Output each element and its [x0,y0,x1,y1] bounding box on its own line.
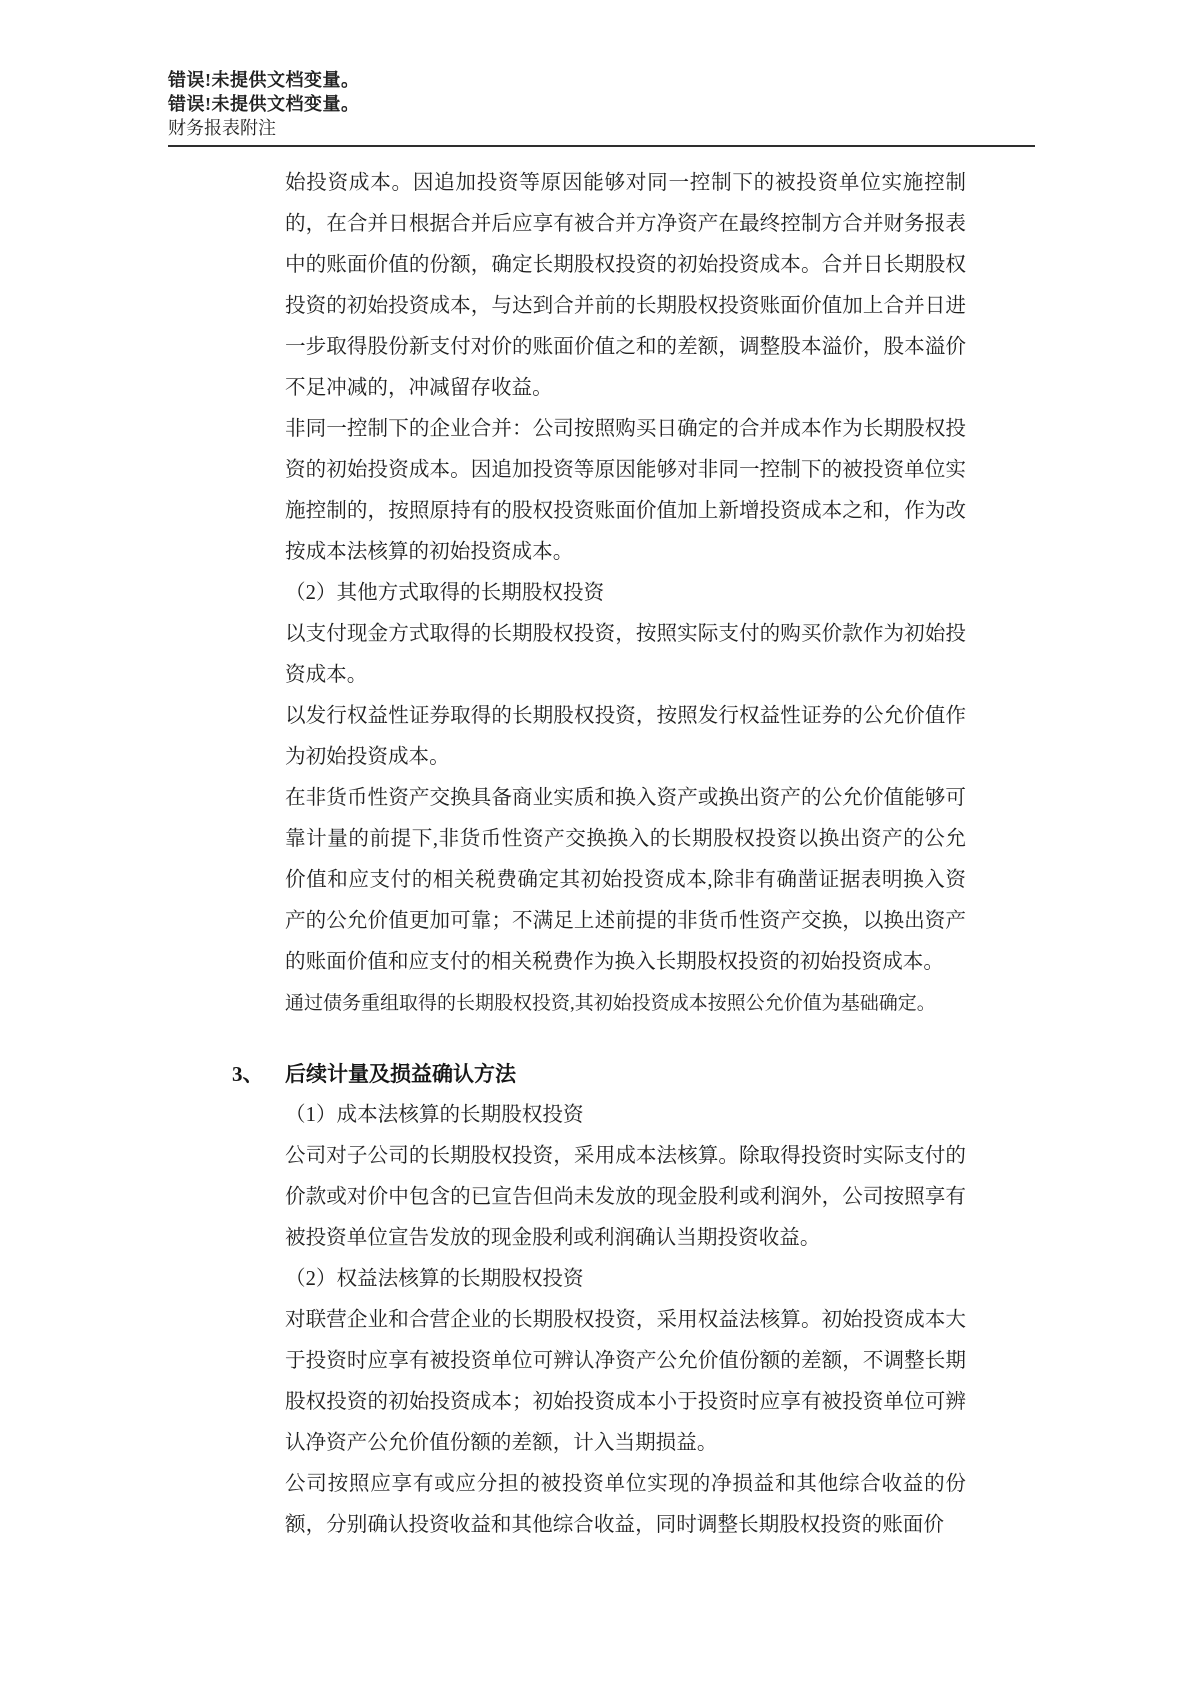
paragraph: 通过债务重组取得的长期股权投资,其初始投资成本按照公允价值为基础确定。 [285,993,936,1014]
paragraph: 在非货币性资产交换具备商业实质和换入资产或换出资产的公允价值能够可靠计量的前提下,非货币性资产交换换入的长期股权投资以换出资产的公允价值和应支付的相关税费确定其初始投资成本,除非有确凿证据表明换入资产的公允价值更加可靠；不满足上述前提的非货币性资产交换，以换出资产的账面价值和应支付的相关税费作为换入长期股权投资的初始投资成本。 [285,787,966,973]
section-number: 3、 [232,1062,264,1086]
paragraph: 以支付现金方式取得的长期股权投资，按照实际支付的购买价款作为初始投资成本。 [285,623,966,686]
document-header [168,68,1035,147]
header-divider [168,145,1035,147]
document-body [232,163,966,1546]
doc-variable-error-line-1: 错误!未提供文档变量。 [168,70,360,90]
paragraph: （2）其他方式取得的长期股权投资 [285,582,605,604]
doc-variable-error-line-2: 错误!未提供文档变量。 [168,94,360,114]
paragraph: 以发行权益性证券取得的长期股权投资，按照发行权益性证券的公允价值作为初始投资成本。 [285,705,966,768]
paragraph: （2）权益法核算的长期股权投资 [285,1268,584,1290]
section-title: 后续计量及损益确认方法 [285,1062,516,1086]
paragraph: 非同一控制下的企业合并：公司按照购买日确定的合并成本作为长期股权投资的初始投资成本。因追加投资等原因能够对非同一控制下的被投资单位实施控制的，按照原持有的股权投资账面价值加上新增投资成本之和，作为改按成本法核算的初始投资成本。 [285,418,966,563]
paragraph: （1）成本法核算的长期股权投资 [285,1104,584,1126]
paragraph: 始投资成本。因追加投资等原因能够对同一控制下的被投资单位实施控制的，在合并日根据合并后应享有被合并方净资产在最终控制方合并财务报表中的账面价值的份额，确定长期股权投资的初始投资成本。合并日长期股权投资的初始投资成本，与达到合并前的长期股权投资账面价值加上合并日进一步取得股份新支付对价的账面价值之和的差额，调整股本溢价，股本溢价不足冲减的，冲减留存收益。 [285,172,966,399]
paragraph: 对联营企业和合营企业的长期股权投资，采用权益法核算。初始投资成本大于投资时应享有被投资单位可辨认净资产公允价值份额的差额，不调整长期股权投资的初始投资成本；初始投资成本小于投资时应享有被投资单位可辨认净资产公允价值份额的差额，计入当期损益。 [285,1309,966,1454]
paragraph: 公司按照应享有或应分担的被投资单位实现的净损益和其他综合收益的份额，分别确认投资收益和其他综合收益，同时调整长期股权投资的账面价 [285,1473,966,1536]
paragraph: 公司对子公司的长期股权投资，采用成本法核算。除取得投资时实际支付的价款或对价中包含的已宣告但尚未发放的现金股利或利润外，公司按照享有被投资单位宣告发放的现金股利或利润确认当期投资收益。 [285,1145,966,1249]
doc-subtitle: 财务报表附注 [168,118,276,138]
section-heading [232,1054,966,1095]
